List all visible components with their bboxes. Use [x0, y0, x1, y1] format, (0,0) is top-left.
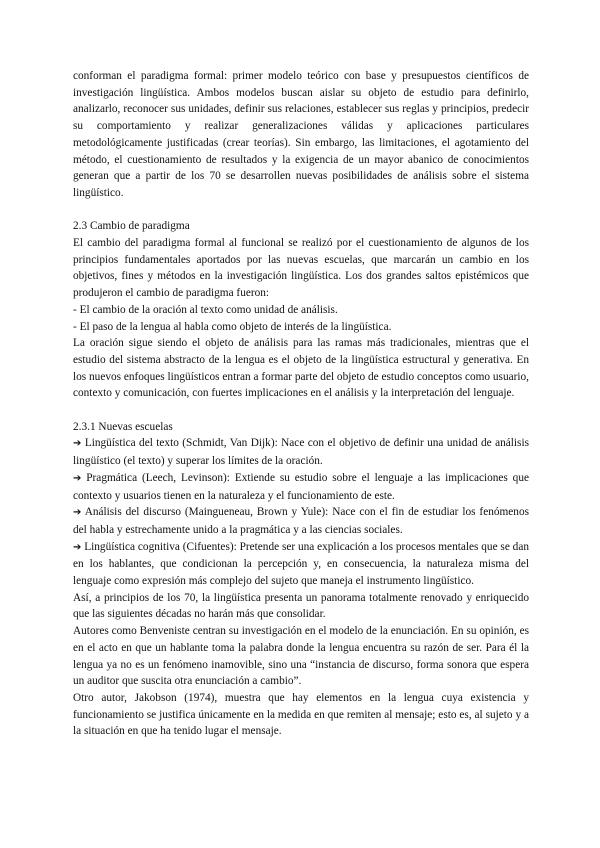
list-item-dash-1: - El cambio de la oración al texto como unidad de análisis. — [73, 303, 338, 316]
paragraph-jakobson: Otro autor, Jakobson (1974), muestra que hay elementos en la lengua cuya existencia y funcionamiento se justifica únicamente en la medida en que remiten al mensaje; esto es, al sujeto y a la situación en que ha tenido lugar el mensaje. — [73, 691, 529, 738]
school-text: Pragmática (Leech, Levinson): Extiende su estudio sobre el lenguaje a las implicaciones que contexto y usuarios tienen en la naturaleza y el funcionamiento de este. — [73, 471, 529, 502]
spacer — [73, 202, 529, 219]
section-heading-2-3: 2.3 Cambio de paradigma — [73, 220, 190, 233]
list-item-school — [73, 539, 529, 590]
arrow-icon: ➔ — [73, 507, 82, 519]
list-item-school — [73, 504, 529, 538]
list-item-school — [73, 435, 529, 469]
section-heading-2-3-1: 2.3.1 Nuevas escuelas — [73, 420, 173, 433]
list-item-school — [73, 470, 529, 504]
paragraph-seventies: Así, a principios de los 70, la lingüística presenta un panorama totalmente renovado y enriquecido que las siguientes décadas no harán más que consolidar. — [73, 591, 529, 621]
paragraph-paradigm-change: El cambio del paradigma formal al funcional se realizó por el cuestionamiento de algunos de los principios fundamentales aportados por las nuevas escuelas, que marcarán un cambio en los objetivos, fines y métodos en la investigación lingüística. Los dos grandes saltos epistémicos que produjeron el cambio de paradigma fueron: — [73, 237, 529, 300]
school-text: Análisis del discurso (Maingueneau, Brown y Yule): Nace con el fin de estudiar los fenómenos del habla y estrechamente unido a la pragmática y a las ciencias sociales. — [73, 506, 529, 536]
arrow-icon: ➔ — [73, 472, 82, 484]
spacer — [73, 402, 529, 419]
school-text: Lingüística cognitiva (Cifuentes): Pretende ser una explicación a los procesos mentales que se dan en los hablantes, que condicionan la percepción y, en consecuencia, la naturaleza misma del lenguaje como expresión más complejo del sujeto que maneja el instrumento lingüístico. — [73, 540, 529, 588]
arrow-icon: ➔ — [73, 438, 82, 450]
school-text: Lingüística del texto (Schmidt, Van Dijk): Nace con el objetivo de definir una unidad de análisis lingüístico (el texto) y superar los límites de la oración. — [73, 437, 529, 468]
intro-paragraph: conforman el paradigma formal: primer modelo teórico con base y presupuestos científicos de investigación lingüística. Ambos modelos buscan aislar su objeto de estudio para definirlo, analizarlo, reconocer sus unidades, definir sus relaciones, establecer sus reglas y principios, predecir su comportamiento y realizar generalizaciones válidas y aplicaciones particulares metodológicamente justificadas (crear teorías). Sin embargo, las limitaciones, el agotamiento del método, el cuestionamiento de resultados y la exigencia de un mayor abanico de conocimientos generan que a partir de los 70 se desarrollen nuevas posibilidades de análisis sobre el sistema lingüístico. — [73, 70, 529, 199]
document-page — [73, 68, 529, 740]
arrow-icon: ➔ — [73, 541, 82, 553]
list-item-dash-2: - El paso de la lengua al habla como objeto de interés de la lingüística. — [73, 320, 392, 333]
paragraph-sentence-object: La oración sigue siendo el objeto de análisis para las ramas más tradicionales, mientras que el estudio del sistema abstracto de la lengua es el objeto de la lingüística estructural y generativa. En los nuevos enfoques lingüísticos entran a formar parte del objeto de estudio conceptos como usuario, contexto y comunicación, con fuertes implicaciones en el análisis y la interpretación del lenguaje. — [73, 337, 529, 400]
paragraph-benveniste: Autores como Benveniste centran su investigación en el modelo de la enunciación. En su opinión, es en el acto en que un hablante toma la palabra donde la lengua encuentra su razón de ser. Para él la lengua ya no es un fenómeno inamovible, sino una “instancia de discurso, forma sonora que espera un auditor que suscita otra enunciación a cambio”. — [73, 625, 529, 688]
